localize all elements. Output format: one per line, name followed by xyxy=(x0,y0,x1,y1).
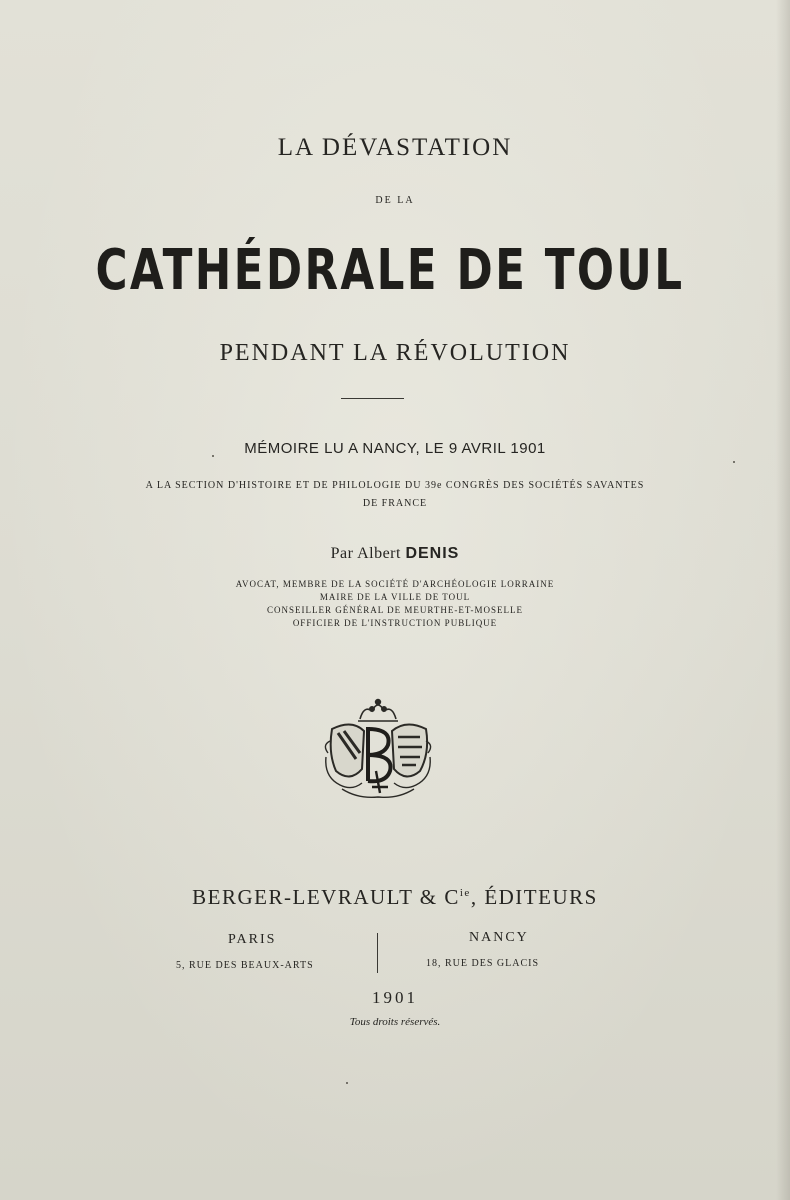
paper-speck xyxy=(733,461,735,463)
address-divider xyxy=(377,933,378,973)
publisher-address-right: 18, RUE DES GLACIS xyxy=(426,958,540,969)
monogram-icon xyxy=(368,727,391,793)
title-line-1: LA DÉVASTATION xyxy=(277,134,513,161)
publisher-address-left: 5, RUE DES BEAUX-ARTS xyxy=(176,960,314,971)
publisher-name-part: BERGER-LEVRAULT & C xyxy=(192,885,460,909)
author-credential: MAIRE DE LA VILLE DE TOUL xyxy=(319,592,471,602)
author-credential: OFFICIER DE L'INSTRUCTION PUBLIQUE xyxy=(292,618,498,628)
publisher-name xyxy=(0,885,790,910)
memoir-section-line: A LA SECTION D'HISTOIRE ET DE PHILOLOGIE DU 39e CONGRÈS DES SOCIÉTÉS SAVANTES xyxy=(145,480,645,491)
publisher-city-right: NANCY xyxy=(469,930,529,945)
subtitle: PENDANT LA RÉVOLUTION xyxy=(219,340,571,366)
author-prefix: Par Albert xyxy=(330,545,406,562)
rights-notice: Tous droits réservés. xyxy=(349,1016,441,1028)
crown-icon xyxy=(358,700,398,721)
paper-speck xyxy=(346,1082,348,1084)
main-title: CATHÉDRALE DE TOUL xyxy=(95,238,685,303)
memoir-section-end: DE FRANCE xyxy=(362,498,428,509)
title-divider xyxy=(341,398,404,399)
author-name: DENIS xyxy=(405,545,460,562)
publication-year: 1901 xyxy=(372,988,418,1007)
paper-speck xyxy=(212,455,214,457)
memoir-read-line: MÉMOIRE LU A NANCY, LE 9 AVRIL 1901 xyxy=(244,440,546,457)
publisher-city-left: PARIS xyxy=(228,932,277,947)
left-shield-icon xyxy=(331,724,364,776)
title-line-2: DE LA xyxy=(375,195,415,206)
publisher-name-suffix: , ÉDITEURS xyxy=(470,885,598,909)
publisher-name-sup: ie xyxy=(459,887,471,899)
publisher-monogram-emblem-icon xyxy=(322,697,434,801)
author-credential: CONSEILLER GÉNÉRAL DE MEURTHE-ET-MOSELLE xyxy=(266,605,524,615)
author-credential: AVOCAT, MEMBRE DE LA SOCIÉTÉ D'ARCHÉOLOGIE LORRAINE xyxy=(235,579,555,589)
author-line xyxy=(0,545,790,563)
right-shield-icon xyxy=(392,724,427,776)
